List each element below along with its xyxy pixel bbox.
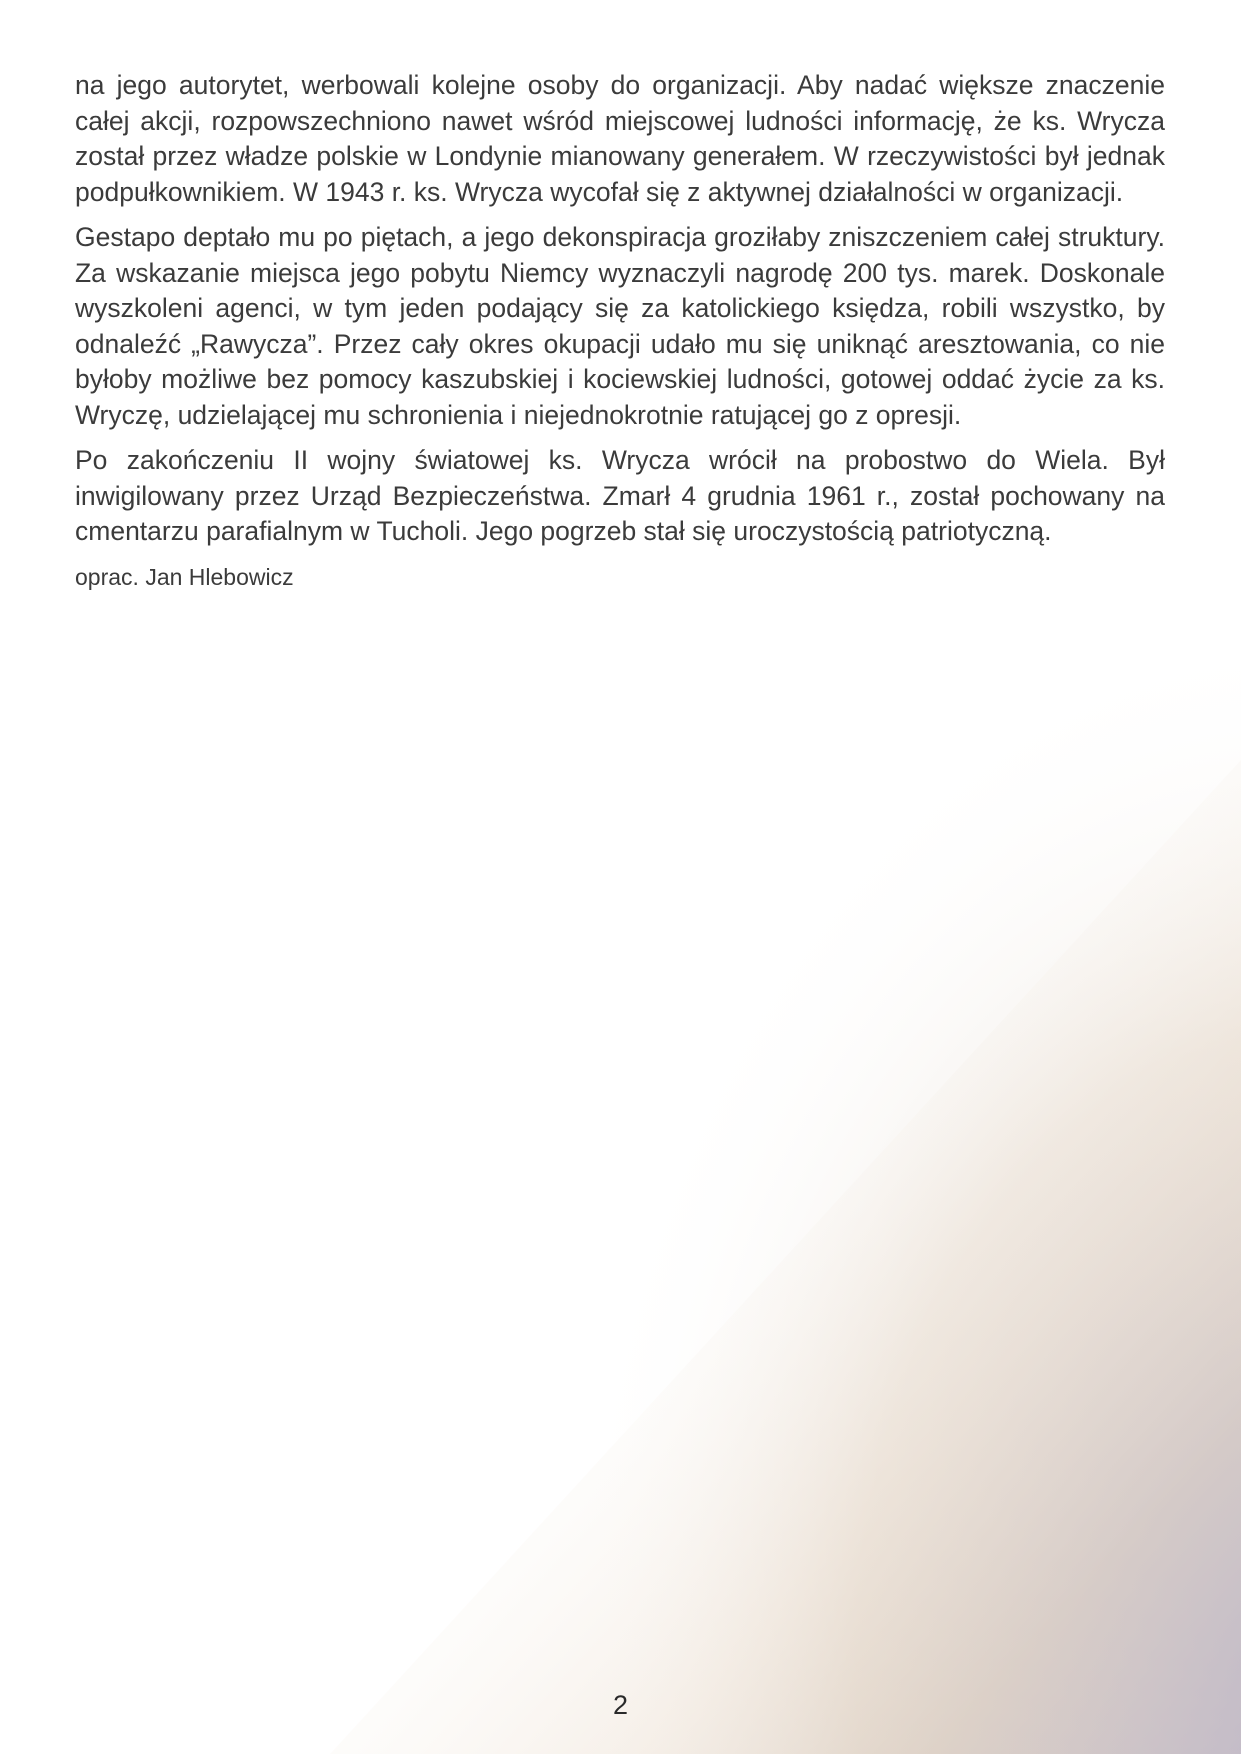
paragraph-2: Gestapo deptało mu po piętach, a jego dekonspiracja groziłaby zniszczeniem całej struktury. Za wskazanie miejsca jego pobytu Niemcy wyznaczyli nagrodę 200 tys. marek. Doskonale wyszkoleni agenci, w tym jeden podający się za katolickiego księdza, robili wszystko, by odnaleźć „Rawycza”. Przez cały okres okupacji udało mu się uniknąć aresztowania, co nie byłoby możliwe bez pomocy kaszubskiej i kociewskiej ludności, gotowej oddać życie za ks. Wryczę, udzielającej mu schronienia i niejednokrotnie ratującej go z opresji. (75, 222, 1165, 430)
paragraph-3: Po zakończeniu II wojny światowej ks. Wrycza wrócił na probostwo do Wiela. Był inwigilowany przez Urząd Bezpieczeństwa. Zmarł 4 grudnia 1961 r., został pochowany na cmentarzu parafialnym w Tucholi. Jego pogrzeb stał się uroczystością patriotyczną. (75, 445, 1165, 546)
page-number: 2 (612, 1690, 629, 1720)
author-credit: oprac. Jan Hlebowicz (75, 563, 294, 590)
paragraph-1: na jego autorytet, werbowali kolejne osoby do organizacji. Aby nadać większe znaczenie całej akcji, rozpowszechniono nawet wśród miejscowej ludności informację, że ks. Wrycza został przez władze polskie w Londynie mianowany generałem. W rzeczywistości był jednak podpułkownikiem. W 1943 r. ks. Wrycza wycofał się z aktywnej działalności w organizacji. (75, 70, 1165, 207)
document-body (75, 68, 1165, 592)
